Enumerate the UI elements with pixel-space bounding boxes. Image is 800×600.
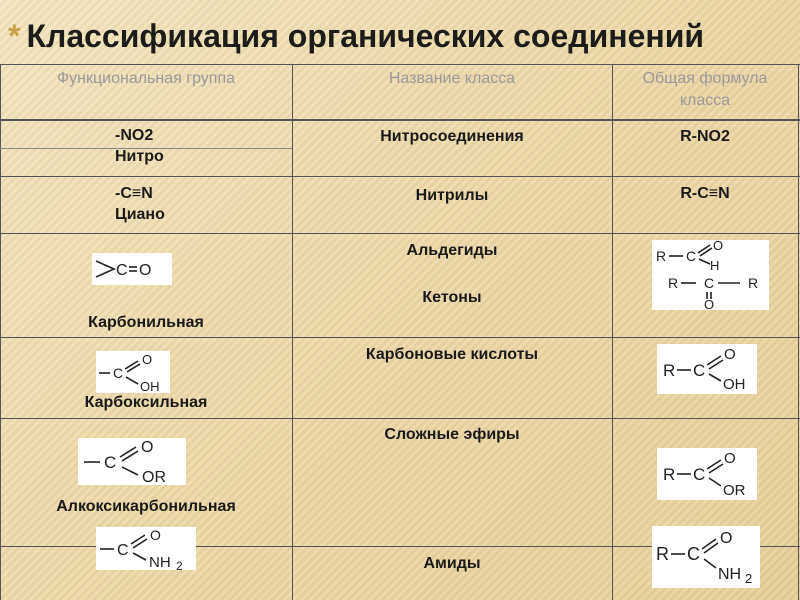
svg-text:NH: NH bbox=[718, 566, 742, 583]
svg-text:C: C bbox=[113, 365, 124, 381]
svg-text:O: O bbox=[704, 297, 715, 310]
nitrile-group-name: Циано bbox=[115, 206, 165, 223]
carboxyl-group-structure bbox=[96, 351, 170, 393]
svg-text:OR: OR bbox=[723, 482, 746, 499]
header-general-formula: Общая формула класса bbox=[642, 70, 768, 109]
row-nitrile-formula: R-C≡N bbox=[680, 185, 730, 202]
ester-group-structure bbox=[78, 438, 186, 485]
svg-text:C: C bbox=[686, 248, 697, 264]
acid-formula-structure bbox=[657, 344, 757, 394]
header-class-name: Название класса bbox=[388, 70, 516, 87]
row-nitro-formula: R-NO2 bbox=[680, 128, 730, 145]
svg-text:O: O bbox=[724, 346, 736, 363]
svg-text:R: R bbox=[663, 361, 676, 380]
svg-text:2: 2 bbox=[745, 571, 753, 586]
row-ester-group-name: Алкоксикарбонильная bbox=[56, 498, 236, 515]
svg-text:R: R bbox=[748, 275, 759, 291]
svg-text:H: H bbox=[710, 258, 720, 273]
svg-text:O: O bbox=[720, 530, 733, 547]
row-carbonyl-group-name: Карбонильная bbox=[88, 314, 204, 331]
svg-text:OH: OH bbox=[140, 379, 160, 393]
ester-formula-structure bbox=[657, 448, 757, 500]
svg-text:OR: OR bbox=[142, 469, 166, 485]
nitro-group-name: Нитро bbox=[115, 148, 164, 165]
svg-text:OH: OH bbox=[723, 376, 746, 393]
svg-text:O: O bbox=[142, 352, 153, 367]
row-acid-class: Карбоновые кислоты bbox=[365, 346, 539, 363]
svg-text:O: O bbox=[724, 450, 736, 467]
svg-text:C: C bbox=[693, 465, 706, 484]
nitrile-group-formula: -C≡N bbox=[115, 185, 153, 202]
row-carboxyl-group-name: Карбоксильная bbox=[84, 394, 208, 411]
row-nitrile-class: Нитрилы bbox=[415, 187, 489, 204]
title-text: Классификация органических соединений bbox=[26, 18, 705, 54]
svg-text:R: R bbox=[656, 544, 669, 564]
star-bullet-icon: * bbox=[8, 18, 21, 54]
svg-text:C: C bbox=[116, 262, 128, 279]
svg-text:C: C bbox=[104, 453, 117, 472]
header-functional-group: Функциональная группа bbox=[56, 70, 236, 87]
row-nitro-group bbox=[0, 125, 292, 167]
row-amide-class: Амиды bbox=[423, 555, 481, 572]
svg-text:NH: NH bbox=[149, 554, 171, 570]
svg-text:O: O bbox=[141, 439, 154, 456]
svg-text:C: C bbox=[704, 275, 715, 291]
amide-group-structure bbox=[96, 527, 196, 570]
svg-text:O: O bbox=[713, 240, 724, 253]
row-ester-class: Сложные эфиры bbox=[384, 426, 520, 443]
aldehyde-formula-structure bbox=[652, 240, 769, 310]
svg-text:C: C bbox=[687, 544, 700, 564]
svg-text:2: 2 bbox=[176, 559, 183, 570]
svg-text:C: C bbox=[693, 361, 706, 380]
carbonyl-group-structure bbox=[92, 253, 172, 285]
svg-text:C: C bbox=[117, 542, 129, 559]
row-ketone-class: Кетоны bbox=[422, 289, 482, 306]
svg-text:R: R bbox=[668, 275, 679, 291]
nitro-group-formula: -NO2 bbox=[115, 127, 154, 144]
svg-text:O: O bbox=[139, 262, 152, 279]
amide-formula-structure bbox=[652, 526, 760, 588]
svg-text:R: R bbox=[656, 248, 667, 264]
svg-text:R: R bbox=[663, 465, 676, 484]
page-title bbox=[8, 14, 704, 58]
svg-text:O: O bbox=[150, 527, 161, 543]
row-nitro-class: Нитросоединения bbox=[380, 128, 524, 145]
row-nitrile-group bbox=[0, 183, 292, 225]
row-aldehyde-class: Альдегиды bbox=[406, 242, 498, 259]
